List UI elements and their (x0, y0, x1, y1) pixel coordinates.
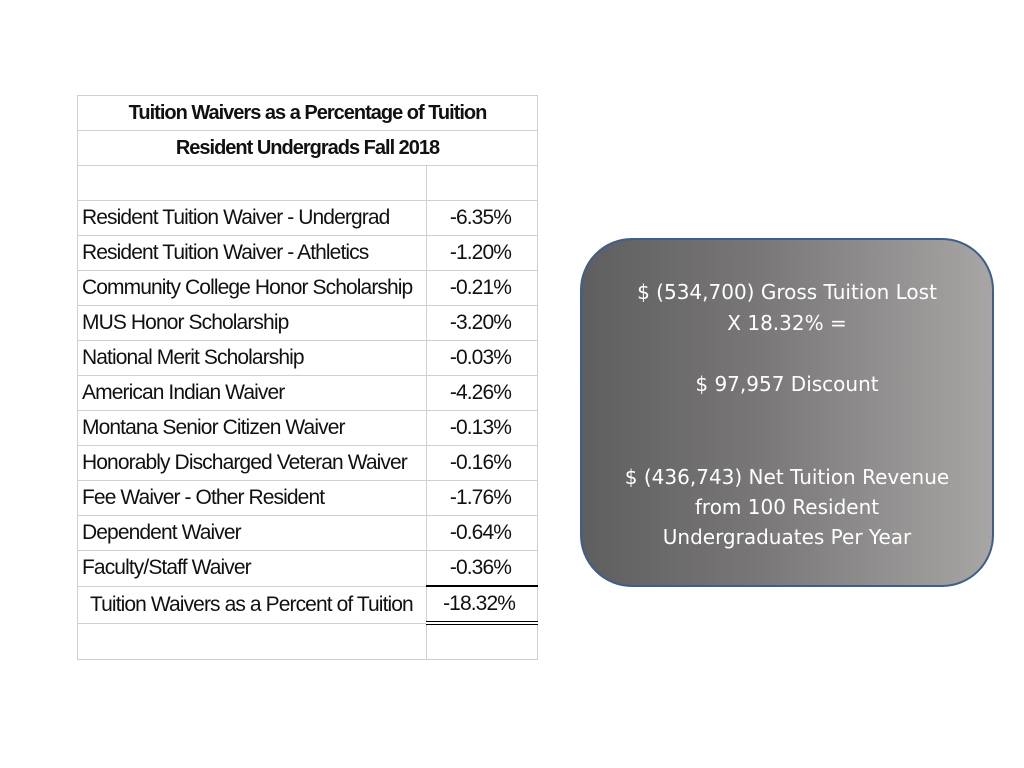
row-value: -6.35% (427, 201, 538, 236)
total-value: -18.32% (427, 586, 538, 623)
table-row (78, 271, 538, 306)
row-value: -3.20% (427, 306, 538, 341)
net-revenue-text: $ (436,743) Net Tuition Revenue (624, 465, 950, 489)
empty-cell (427, 623, 538, 660)
blank-row (78, 623, 538, 660)
empty-cell (427, 166, 538, 201)
summary-callout (580, 238, 994, 587)
table-row (78, 341, 538, 376)
row-value: -4.26% (427, 376, 538, 411)
table-row (78, 411, 538, 446)
table-row (78, 481, 538, 516)
gross-tuition-lost-text: $ (534,700) Gross Tuition Lost (637, 280, 937, 304)
row-label: American Indian Waiver (78, 376, 427, 411)
row-label: National Merit Scholarship (78, 341, 427, 376)
row-label: Montana Senior Citizen Waiver (78, 411, 427, 446)
row-label: Honorably Discharged Veteran Waiver (78, 446, 427, 481)
row-label: MUS Honor Scholarship (78, 306, 427, 341)
empty-cell (78, 166, 427, 201)
row-value: -0.64% (427, 516, 538, 551)
table-row (78, 201, 538, 236)
table-title: Tuition Waivers as a Percentage of Tuition (78, 96, 538, 131)
table-row (78, 306, 538, 341)
row-value: -0.13% (427, 411, 538, 446)
discount-text: $ 97,957 Discount (695, 372, 879, 396)
empty-cell (78, 623, 427, 660)
table-row (78, 236, 538, 271)
row-label: Resident Tuition Waiver - Undergrad (78, 201, 427, 236)
row-value: -0.16% (427, 446, 538, 481)
row-value: -1.20% (427, 236, 538, 271)
row-value: -1.76% (427, 481, 538, 516)
blank-row (78, 166, 538, 201)
row-value: -0.03% (427, 341, 538, 376)
row-label: Dependent Waiver (78, 516, 427, 551)
table-subtitle: Resident Undergrads Fall 2018 (78, 131, 538, 166)
row-label: Faculty/Staff Waiver (78, 551, 427, 587)
row-label: Fee Waiver - Other Resident (78, 481, 427, 516)
net-revenue-text-3: Undergraduates Per Year (662, 525, 912, 549)
table-row (78, 551, 538, 587)
waiver-rate-text: X 18.32% = (727, 311, 847, 335)
table-row (78, 376, 538, 411)
row-value: -0.21% (427, 271, 538, 306)
tuition-waiver-table (77, 95, 538, 660)
row-label: Community College Honor Scholarship (78, 271, 427, 306)
table-row (78, 516, 538, 551)
row-label: Resident Tuition Waiver - Athletics (78, 236, 427, 271)
net-revenue-text-2: from 100 Resident (694, 495, 880, 519)
total-label: Tuition Waivers as a Percent of Tuition (78, 586, 427, 623)
table-row (78, 446, 538, 481)
row-value: -0.36% (427, 551, 538, 587)
total-row (78, 586, 538, 623)
